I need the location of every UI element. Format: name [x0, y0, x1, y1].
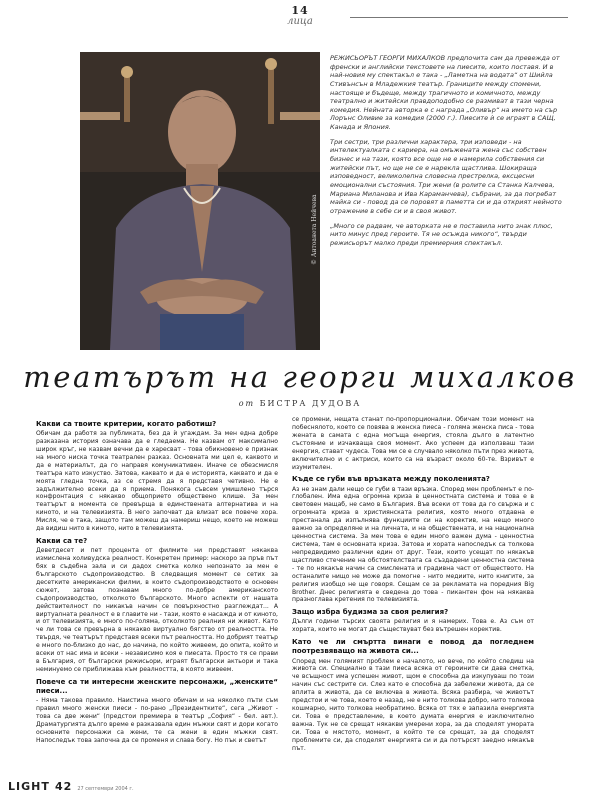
portrait-photo: [80, 52, 320, 350]
page-footer: [8, 775, 134, 794]
question: Повече са ти интересни женските персонажи, „женските“ пиеси...: [36, 677, 278, 696]
byline: [0, 399, 600, 408]
question: Като че ли смъртта винаги е повод да погледнем поотрезвяващо на живота си...: [292, 638, 534, 656]
portrait-illustration: [80, 52, 320, 350]
magazine-brand: LIGHT: [8, 780, 50, 793]
answer: Деветдесет и пет процента от филмите ни представят някаква измислена холивудска реалност. Конкретен пример: наскоро за пръв път бях в съдебна зала и си дадох сметка колко непознато за мен е българското съдопроизводство. В следващия момент се сетих за десетките американски филми, в които съдопроизводството е основен сюжет, затова познавам много по-добре американското съдопроизводство, отколкото българското. Много аспекти от нашата действителност по никакъв начин се повърхностно разглеждат... А виртуалната реалност е в главите ни - тази, която е насажда и от киното, и от телевизията, е много по-голяма, отколкото реалния ни живот. Като че ли това се превърна в някакво виртуално бягство от реалността. Не твърдя, че театърът представя всеки път реалността. Но добрият театър е много по-близко до нас, до начина, по който живеем, до опита, който и всеки от нас има и всеки - независимо коя е пиесата. Просто тя се прави в България, от български режисьори, играят български актьори и така неминуемо се приближава към реалността, в която живеем.: [36, 547, 278, 673]
page-header: [0, 4, 600, 27]
question: Защо избра будизма за своя религия?: [292, 608, 449, 617]
intro-paragraph: „Много се радвам, че авторката не е поставила нито знак плюс, нито минус пред героите. Тя не осъжда никого“, твърди режисьорът малко преди премиерния спектакъл.: [330, 221, 553, 247]
issue-date: 27 септември 2004 г.: [77, 786, 134, 792]
header-rule: [350, 17, 568, 18]
question: Какви са твоите критерии, когато работиш?: [36, 420, 217, 428]
answer: Обичам да работя за публиката, без да ѝ угаждам. За мен една добре разказана история означава да е гледаема. Не казвам от максимално широк кръг, не казвам вечни да е харесват - това обикновено е признак на много ниска точка театрален разказ. Основната ми цел е, каквото и да е материалът, да го направя комуникативен. Иначе се обезсмисля театъра като изкуство. Затова, каквато и да е историята, каквато и да е моята гледна точка, аз се стремя да я предстaвя четивно. Не е задължително всеки да я приема. Понякога съвсем умишлено търся конфронтация с някакво общоприето обществено клише. За мен театърът в момента се превърща в единствената алтернатива и на киното, и на телевизията. В него започват да влизат все повече хора. Мисля, че е така, защото там можеш да намериш нещо, което не можеш да видиш нито в киното, нито в телевизията.: [36, 430, 278, 533]
footer-page-number: 42: [54, 780, 73, 793]
section-label: лица: [287, 16, 313, 27]
photo-credit: © Антоанета Нейчева: [311, 194, 318, 265]
left-column: [36, 416, 278, 745]
author-name: БИСТРА ДУДОВА: [259, 399, 362, 408]
byline-prefix: от: [238, 399, 256, 408]
answer: - Няма такова правило. Наистина много обичам и на няколко пъти съм правил много женски пиеси - по-рано „Президентките“, сега „Живот - това са две жени“ (предстои премиера в театър „София“ - бел. авт.). Драматургията дълго време е разказвала един мъжки свят и дори когато основните персонажи са жени, те са жени в един мъжки свят. Напоследък това започна да се променя и слава богу. Но пък и светът: [36, 697, 278, 744]
right-column: [292, 416, 534, 753]
article-title: театърът на георги михалков: [23, 360, 577, 394]
intro-paragraph: Три сестри, три различни характера, три изповеди - на интелектуалката с кариера, на омъжената жена със собствен бизнес и на тази, която все още не е намерила собствения си житейски път, но ще не се е нарекла щастлива. Шокираща изповедност, великолепна словесна престрелка, ексцесни емоционални състояния. Три жени (в ролите са Станка Калчева, Мариана Миланова и Ива Караманчева), събрани, за да погребат майка си - повод да се поровят в паметта си и да открият нейното отражение в себе си и в своя живот.: [330, 137, 562, 215]
answer: Според мен голямият проблем е началото, но вече, по който следиш на живота си. Специално в тази пиеса всяка от героините си дава сметка, че всъщност има успешен живот, щом е способна да изкупуваш по този начин със сестрите си. Слез като е способна да забележи живота, да се вплита в живота, да се включва в живота. Всяка разбира, че животът предстои и че това, което е назад, не е нито толкова добро, нито толкова кошмарно, нито толкова необратимо. Всяка от тях е запазила енергията си. Това е представление, в което думата енергия е изключително важна. Тук не се срещат някакви умерени хора, за да споделят умората си. Това е мястото, момент, в който те се срещат, за да споделят проблемите си, да споделят енергията си и да потърсят заедно някакъв път.: [292, 657, 534, 752]
answer: Дълги години търсих своята религия и я намерих. Това е. Аз съм от хората, които не могат да съществуват без вътрешен коректив.: [292, 618, 534, 634]
answer: Аз не знам дали нещо се губи в тази връзка. Според мен проблемът е по-глобален. Има една огромна криза в ценностната система и това е в световен мащаб, не само в България. Във всеки от това да го свържа и с огромната криза в християнската религия, която много отдавна е престанала да изпълнява функциите си на коректив, на нещо много важно за определяне и на личната, и на обществената, и на национална ценностна система. За мен това е един много важен дума - ценностна система, там е основната криза. Затова и хората напоследък са толкова непредвидимо различни един от друг. Тези, които усещат по някакъв щастливо стечение на обстоятелствата са създадени ценностна система - те по някакъв начин са смислената и градивна част от обществото. На останалите нищо не може да помогне - нито медиите, нито книгите, за религия изобщо не ще говоря. Сещам се за рекламата на поредния Big Brother. Днес религията е сведена до това - пикантен фон на някаква празноглава кретения по телевизията.: [292, 485, 534, 604]
question: Какви са те?: [36, 537, 88, 546]
intro-paragraph: РЕЖИСЬОРЪТ ГЕОРГИ МИХАЛКОВ предпочита сам да превежда от френски и английски текстовете на пиесите, които поставя. И в най-новия му спектакъл е така - „Ламетна на водата“ от Шийла Стивънсън в Младежкия театър. Границите между спомени, настояще и бъдеще, между трагичното и комичното, между театрално и житейски правдоподобно се размиват в тази черна комедия. Нейната авторка е с награда „Оливър“ на името на сър Лорънс Оливие за комедия (2000 г.). Пиесите ѝ се играят в САЩ, Канада и Япония.: [330, 54, 560, 132]
intro-text: [330, 54, 570, 253]
question: Къде се губи във връзката между поколенията?: [292, 475, 490, 484]
answer: се промени, нещата станат по-пропорционални. Обичам този момент на побеснялото, което се повява в женска пиеса - голяма женска писa - това жената в самата с една могъща енергия, стояла дълго в латентно състояние и изчакваща своя момент. Ако успеем да използваш тази енергия, ставaт чудеса. Това ми се е случвало няколко пъти през живота, включително и с актриси, които са на възраст около 60-те. Взривът е изумителен.: [292, 416, 534, 471]
page-number: 14: [291, 4, 309, 17]
